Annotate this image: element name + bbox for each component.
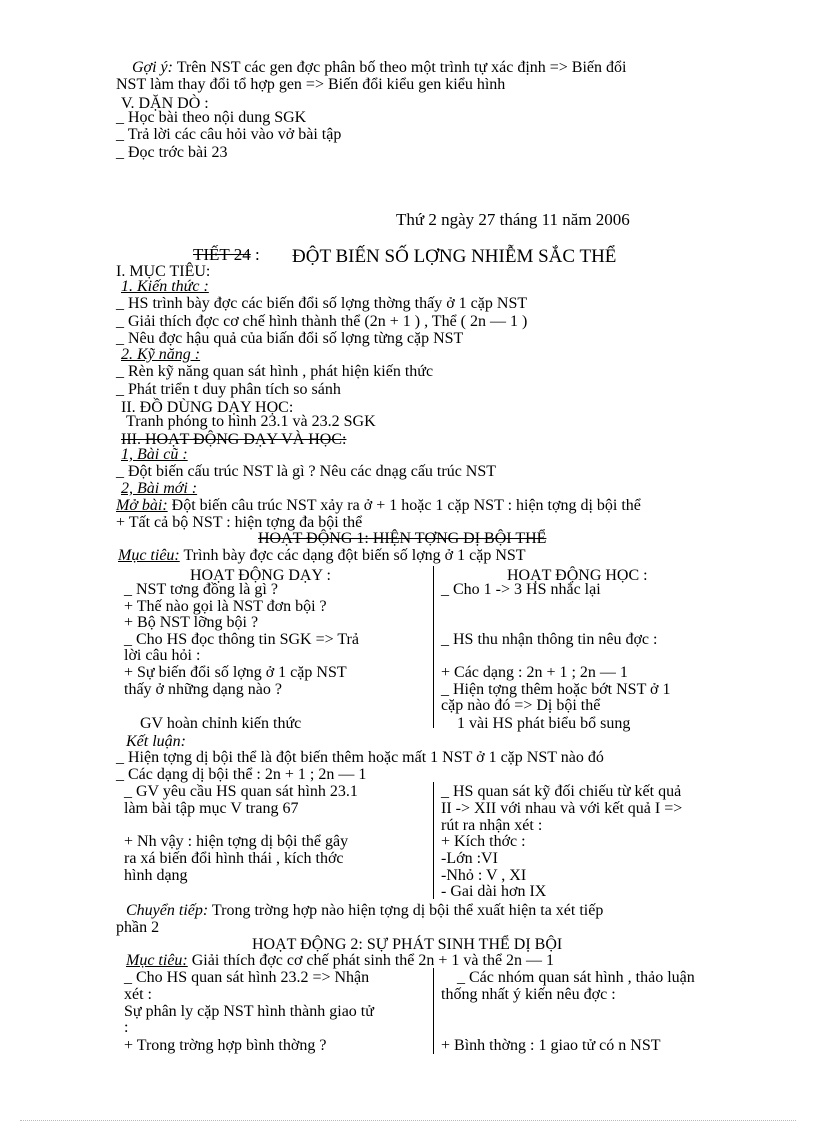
materials-heading: II. ĐỒ DÙNG DẠY HỌC: [121,399,294,416]
learn-row: _ Các nhóm quan sát hình , thảo luận [457,969,695,986]
teach-row: ra xá biến đổi hình thái , kích thớc [124,850,344,867]
teach-row: _ GV yêu cầu HS quan sát hình 23.1 [124,783,358,800]
table-divider [433,968,434,1054]
col-header-teach: HOẠT ĐỘNG DẠY : [190,567,331,584]
learn-row: -Nhỏ : V , XI [441,867,527,884]
new-lesson-label: 2, Bài mới : [121,480,198,497]
transition-line: Chuyển tiếp: Trong trờng hợp nào hiện tợng dị bội thể xuất hiện ta xét tiếp [126,902,604,919]
table-divider [433,782,434,899]
learn-row: - Gai dài hơn IX [441,883,547,900]
activity1-heading: HOẠT ĐỘNG 1: HIỆN TỢNG DỊ BỘI THỂ [258,530,547,547]
col-header-learn: HOẠT ĐỘNG HỌC : [507,567,648,584]
section-v-heading: V. DẶN DÒ : [121,95,209,112]
teach-row: + Thế nào gọi là NST đơn bội ? [124,598,327,615]
v-item: _ Trả lời các câu hỏi vào vở bài tập [116,126,342,143]
teach-row: + Trong trờng hợp bình thờng ? [124,1037,327,1054]
learn-row: cặp nào đó => Dị bội thể [441,697,601,714]
materials-item: Tranh phóng to hình 23.1 và 23.2 SGK [126,413,376,430]
hint-line-1: Gợi ý: Trên NST các gen đợc phân bố theo một trình tự xác định => Biến đổi [132,59,627,76]
lesson-number: TIẾT 24 : [193,245,260,264]
learn-row: -Lớn :VI [441,850,498,867]
learn-row: + Các dạng : 2n + 1 ; 2n — 1 [441,664,628,681]
lesson-title: ĐỘT BIẾN SỐ LỢNG NHIỄM SẮC THỂ [292,246,617,267]
teach-row: + Sự biến đổi số lợng ở 1 cặp NST [124,664,347,681]
conclusion-line: _ Hiện tợng dị bội thể là đột biến thêm hoặc mất 1 NST ở 1 cặp NST nào đó [116,749,604,766]
page-bottom-border [20,1120,796,1121]
teach-row: hình dạng [124,867,188,884]
table-divider [433,566,434,728]
learn-row: thống nhất ý kiến nêu đợc : [441,986,616,1003]
skill-item: _ Phát triển t duy phân tích so sánh [116,381,341,398]
old-lesson-item: _ Đột biến cấu trúc NST là gì ? Nêu các dnạg cấu trúc NST [116,463,497,480]
lesson-date: Thứ 2 ngày 27 tháng 11 năm 2006 [396,210,630,229]
teach-row: + Bộ NST lỡng bội ? [124,614,259,631]
teach-row: + Nh vậy : hiện tợng dị bội thể gây [124,833,349,850]
learn-row: II -> XII với nhau và với kết quả I => [441,800,683,817]
skill-item: _ Rèn kỹ năng quan sát hình , phát hiện kiến thức [116,363,434,380]
learn-row: 1 vài HS phát biểu bổ sung [457,715,631,732]
learn-row: rút ra nhận xét : [441,817,543,834]
teach-row: _ NST tơng đồng là gì ? [124,581,278,598]
skill-label: 2. Kỹ năng : [121,346,201,363]
conclusion-line: _ Các dạng dị bội thể : 2n + 1 ; 2n — 1 [116,766,367,783]
teach-row: thấy ở những dạng nào ? [124,681,282,698]
teach-row: GV hoàn chỉnh kiến thức [140,715,302,732]
learn-row: + Bình thờng : 1 giao tử có n NST [441,1037,661,1054]
objectives-heading: I. MỤC TIÊU: [116,263,211,280]
knowledge-item: _ Nêu đợc hậu quả của biấn đổi số lợng từng cặp NST [116,330,464,347]
teach-row: lời câu hỏi : [124,647,201,664]
activity1-goal: Mục tiêu: Trình bày đợc các dạng đột biến số lợng ở 1 cặp NST [118,547,526,564]
intro-line-2: + Tất cả bộ NST : hiện tợng đa bội thể [116,514,363,531]
hint-line-2: NST làm thay đổi tổ hợp gen => Biến đổi kiểu gen kiểu hình [116,76,506,93]
learn-row: _ Hiện tợng thêm hoặc bớt NST ở 1 [441,681,671,698]
v-item: _ Đọc trớc bài 23 [116,144,228,161]
old-lesson-label: 1, Bài cũ : [121,446,188,463]
hint-label: Gợi ý: [132,59,173,76]
activity2-heading: HOẠT ĐỘNG 2: SỰ PHÁT SINH THỂ DỊ BỘI [252,936,563,953]
learn-row: _ HS thu nhận thông tin nêu đợc : [441,631,658,648]
intro-line: Mở bài: Đột biến câu trúc NST xảy ra ở + 1 hoặc 1 cặp NST : hiện tợng dị bội thể [116,497,641,514]
teach-row: làm bài tập mục V trang 67 [124,800,299,817]
learn-row: _ HS quan sát kỹ đối chiếu từ kết quả [441,783,682,800]
teach-row: xét : [124,986,152,1003]
teach-row: _ Cho HS quan sát hình 23.2 => Nhận [124,969,370,986]
conclusion-label: Kết luận: [126,733,186,750]
learn-row: + Kích thớc : [441,833,526,850]
knowledge-item: _ Giải thích đợc cơ chế hình thành thể (2n + 1 ) , Thể ( 2n — 1 ) [116,313,528,330]
transition-line-2: phần 2 [116,919,160,936]
knowledge-item: _ HS trình bày đợc các biến đổi số lợng thờng thấy ở 1 cặp NST [116,295,528,312]
activities-heading: III. HOẠT ĐỘNG DẠY VÀ HỌC: [121,431,347,448]
teach-row: _ Cho HS đọc thông tin SGK => Trả [124,631,359,648]
teach-row: : [124,1019,129,1036]
learn-row: _ Cho 1 -> 3 HS nhắc lại [441,581,601,598]
knowledge-label: 1. Kiến thức : [121,278,209,295]
activity2-goal: Mục tiêu: Giải thích đợc cơ chế phát sinh thể 2n + 1 và thể 2n — 1 [126,952,555,969]
v-item: _ Học bài theo nội dung SGK [116,109,307,126]
teach-row: Sự phân ly cặp NST hình thành giao tử [124,1003,374,1020]
